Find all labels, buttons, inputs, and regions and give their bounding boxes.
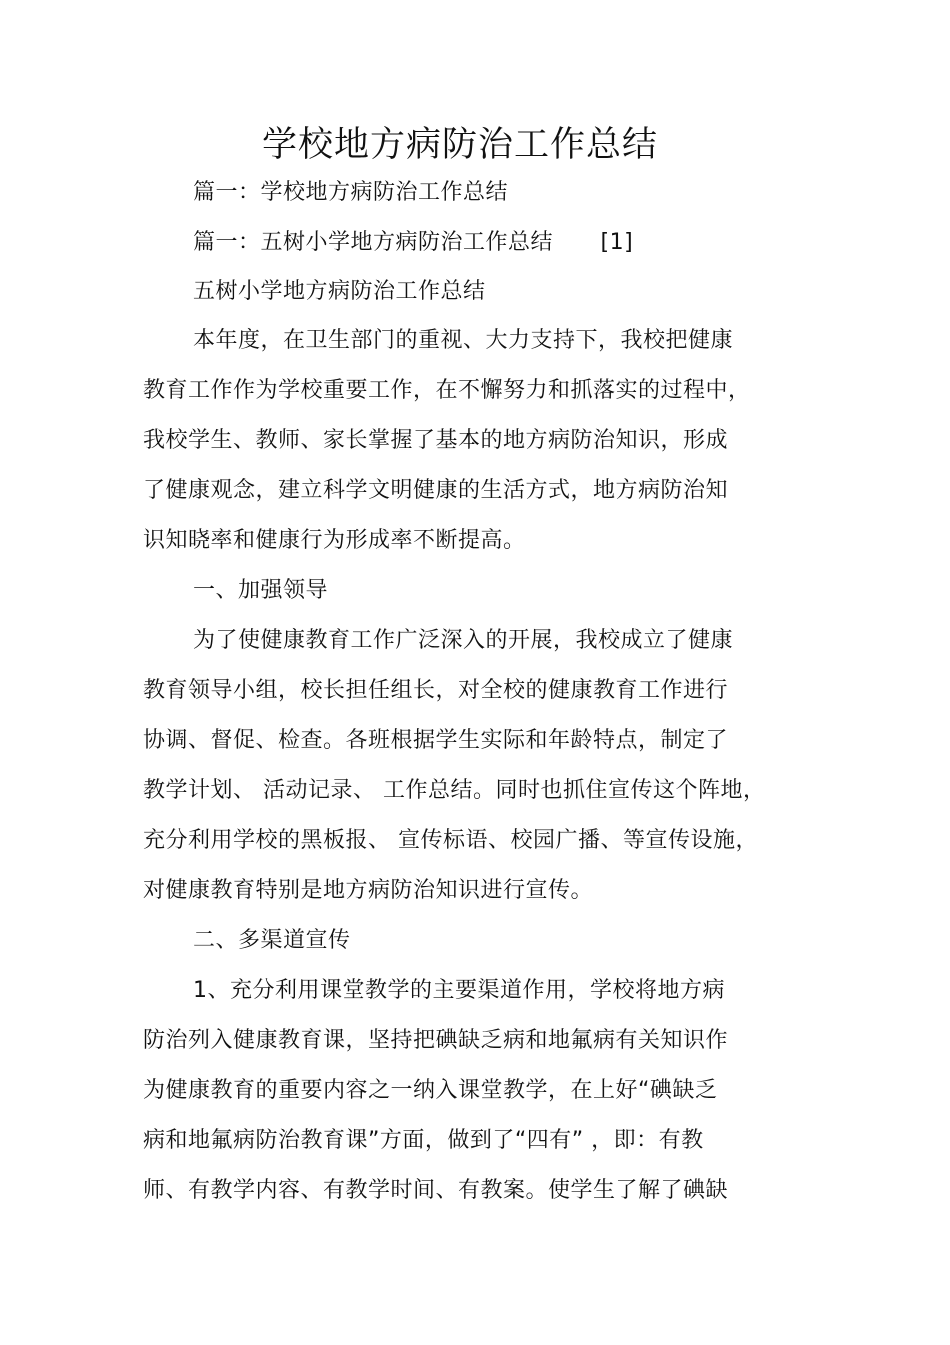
paragraph-line: 病和地氟病防治教育课”方面，做到了“四有” ，即：有教 [143, 1128, 704, 1153]
paragraph-line: 对健康教育特别是地方病防治知识进行宣传。 [143, 878, 594, 903]
paragraph-line: 我校学生、教师、家长掌握了基本的地方病防治知识，形成 [143, 428, 729, 453]
paragraph-line: 师、有教学内容、有教学时间、有教案。使学生了解了碘缺 [143, 1178, 729, 1203]
school-heading: 五树小学地方病防治工作总结 [193, 279, 486, 304]
paragraph-line: 教学计划、 活动记录、 工作总结。同时也抓住宣传这个阵地， [143, 778, 766, 803]
paragraph-line: 识知晓率和健康行为形成率不断提高。 [143, 528, 526, 553]
subtitle-2 [193, 228, 633, 258]
paragraph-line: 为健康教育的重要内容之一纳入课堂教学，在上好“碘缺乏 [143, 1078, 718, 1103]
subtitle-1: 篇一：学校地方病防治工作总结 [193, 180, 509, 205]
paragraph-line: 教育工作作为学校重要工作，在不懈努力和抓落实的过程中， [143, 378, 751, 403]
paragraph-line: 防治列入健康教育课，坚持把碘缺乏病和地氟病有关知识作 [143, 1028, 729, 1053]
paragraph-line: 充分利用学校的黑板报、 宣传标语、校园广播、等宣传设施， [143, 828, 758, 853]
paragraph-line: 本年度，在卫生部门的重视、大力支持下，我校把健康 [193, 328, 734, 353]
paragraph-line: 协调、督促、检查。各班根据学生实际和年龄特点，制定了 [143, 728, 729, 753]
paragraph-line: 1、充分利用课堂教学的主要渠道作用，学校将地方病 [193, 978, 725, 1003]
paragraph-line: 为了使健康教育工作广泛深入的开展，我校成立了健康 [193, 628, 734, 653]
subtitle-2-text: 篇一：五树小学地方病防治工作总结 [193, 230, 554, 255]
reference-marker: [1] [600, 230, 634, 255]
section-heading: 一、加强领导 [193, 578, 329, 603]
section-heading: 二、多渠道宣传 [193, 928, 351, 953]
paragraph-line: 了健康观念，建立科学文明健康的生活方式，地方病防治知 [143, 478, 729, 503]
document-title: 学校地方病防治工作总结 [261, 125, 658, 165]
paragraph-line: 教育领导小组，校长担任组长，对全校的健康教育工作进行 [143, 678, 729, 703]
